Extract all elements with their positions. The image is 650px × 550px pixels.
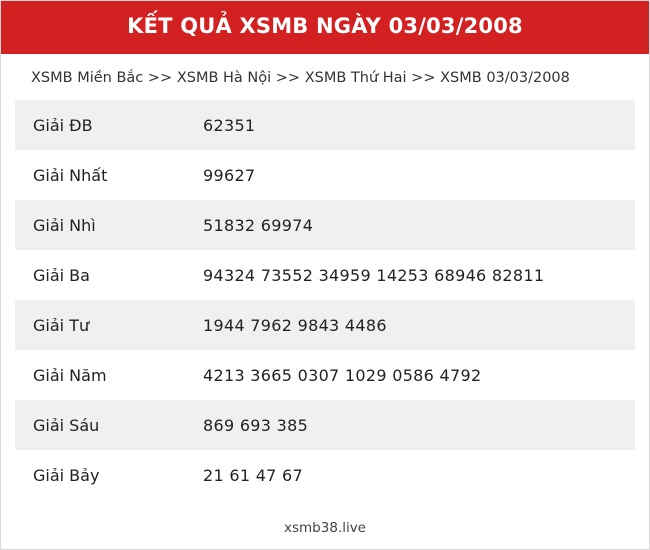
prize-numbers: 51832 69974 (203, 215, 314, 235)
prize-label: Giải Năm (33, 365, 107, 385)
prize-numbers: 99627 (203, 165, 256, 185)
prize-label: Giải ĐB (33, 115, 93, 135)
breadcrumb (1, 54, 649, 100)
prize-numbers: 21 61 47 67 (203, 465, 303, 485)
prize-label: Giải Ba (33, 265, 90, 285)
breadcrumb-separator: >> (143, 70, 177, 87)
breadcrumb-item-date[interactable]: XSMB 03/03/2008 (440, 70, 570, 87)
prize-numbers: 62351 (203, 115, 256, 135)
breadcrumb-separator: >> (406, 70, 441, 87)
prize-numbers: 1944 7962 9843 4486 (203, 315, 387, 335)
table-row (15, 200, 635, 250)
prize-label: Giải Bảy (33, 465, 100, 485)
prize-numbers: 869 693 385 (203, 415, 309, 435)
prize-label: Giải Tư (33, 315, 90, 335)
breadcrumb-item-city[interactable]: XSMB Hà Nội (176, 70, 272, 87)
site-name: xsmb38.live (283, 520, 366, 537)
breadcrumb-separator: >> (271, 70, 305, 87)
page-header (1, 1, 649, 54)
prize-numbers: 4213 3665 0307 1029 0586 4792 (203, 365, 482, 385)
results-table (1, 100, 649, 500)
breadcrumb-item-weekday[interactable]: XSMB Thứ Hai (304, 70, 407, 87)
prize-numbers: 94324 73552 34959 14253 68946 82811 (203, 265, 545, 285)
prize-label: Giải Sáu (33, 415, 100, 435)
table-row (15, 250, 635, 300)
breadcrumb-item-region[interactable]: XSMB Miền Bắc (31, 70, 144, 87)
table-row (15, 300, 635, 350)
table-row (15, 450, 635, 500)
page-title: KẾT QUẢ XSMB NGÀY 03/03/2008 (127, 14, 523, 38)
table-row (15, 100, 635, 150)
prize-label: Giải Nhất (33, 165, 108, 185)
table-row (15, 150, 635, 200)
prize-label: Giải Nhì (33, 215, 96, 235)
table-row (15, 400, 635, 450)
footer (1, 500, 649, 550)
table-row (15, 350, 635, 400)
